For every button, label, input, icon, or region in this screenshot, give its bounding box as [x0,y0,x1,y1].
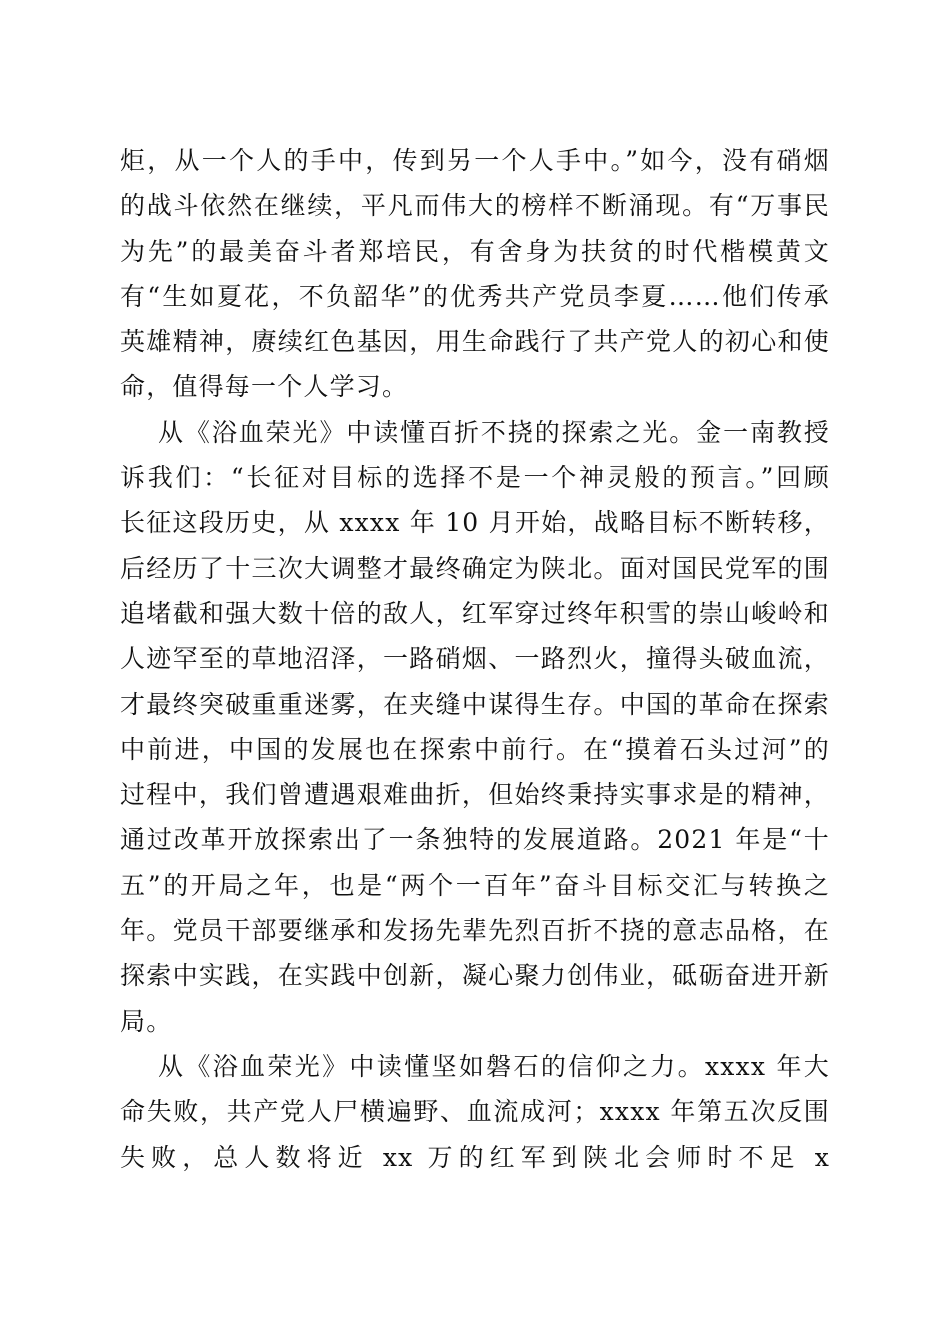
text-line: 人迹罕至的草地沼泽，一路硝烟、一路烈火，撞得头破血流， [120,644,830,674]
text-line: 年。党员干部要继承和发扬先辈先烈百折不挠的意志品格，在 [120,916,830,946]
text-line: 失败，总人数将近 xx 万的红军到陕北会师时不足 x [120,1142,830,1172]
text-line: 命失败，共产党人尸横遍野、血流成河；xxxx 年第五次反围 [120,1097,830,1127]
text-line: 的战斗依然在继续，平凡而伟大的榜样不断涌现。有“万事民 [120,191,830,221]
text-line: 通过改革开放探索出了一条独特的发展道路。2021 年是“十 [120,825,830,855]
text-line: 有“生如夏花，不负韶华”的优秀共产党员李夏……他们传承 [120,281,830,311]
text-line: 追堵截和强大数十倍的敌人，红军穿过终年积雪的崇山峻岭和 [120,598,830,628]
text-line: 才最终突破重重迷雾，在夹缝中谋得生存。中国的革命在探索 [120,689,830,719]
text-line: 探索中实践，在实践中创新，凝心聚力创伟业，砥砺奋进开新 [120,961,830,991]
text-line: 过程中，我们曾遭遇艰难曲折，但始终秉持实事求是的精神， [120,780,830,810]
body-text [120,138,830,1180]
text-line: 英雄精神，赓续红色基因，用生命践行了共产党人的初心和使 [120,327,830,357]
text-line: 长征这段历史，从 xxxx 年 10 月开始，战略目标不断转移， [120,508,830,538]
text-line: 为先”的最美奋斗者郑培民，有舍身为扶贫的时代楷模黄文 [120,236,830,266]
text-line: 命，值得每一个人学习。 [120,372,409,402]
paragraph-start-line: 从《浴血荣光》中读懂百折不挠的探索之光。金一南教授 [158,417,830,447]
text-line: 五”的开局之年，也是“两个一百年”奋斗目标交汇与转换之 [120,870,830,900]
text-line: 后经历了十三次大调整才最终确定为陕北。面对国民党军的围 [120,553,830,583]
text-line: 中前进，中国的发展也在探索中前行。在“摸着石头过河”的 [120,734,830,764]
paragraph-start-line: 从《浴血荣光》中读懂坚如磐石的信仰之力。xxxx 年大 [158,1051,830,1081]
text-line: 炬，从一个人的手中，传到另一个人手中。”如今，没有硝烟 [120,146,830,175]
text-line: 诉我们：“长征对目标的选择不是一个神灵般的预言。”回顾 [120,463,830,493]
text-line: 局。 [120,1006,173,1036]
